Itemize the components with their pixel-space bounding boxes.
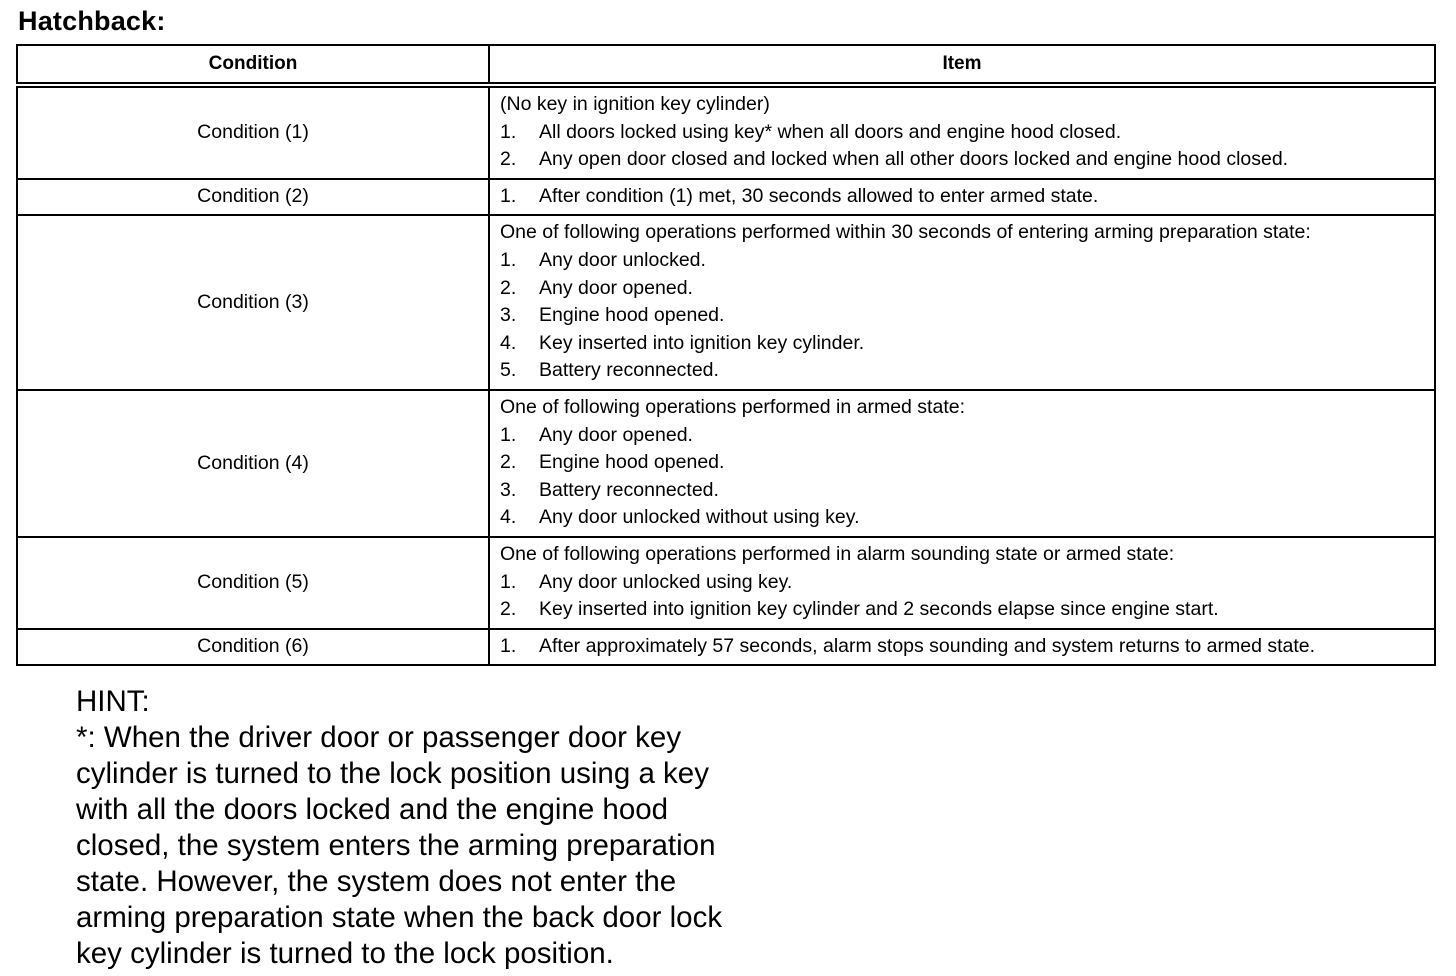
list-item-text: Key inserted into ignition key cylinder and 2 seconds elapse since engine start.: [539, 598, 1219, 621]
list-item-number: 1.: [500, 184, 517, 207]
list-item-number: 1.: [500, 634, 517, 657]
list-item: [500, 422, 1424, 450]
list-item-text: Any door unlocked without using key.: [539, 506, 860, 529]
table-body: [17, 85, 1435, 665]
list-item-text: All doors locked using key* when all doors and engine hood closed.: [539, 120, 1122, 143]
list-item-number: 3.: [500, 304, 517, 327]
column-header-item: Item: [489, 45, 1435, 85]
list-item-text: After condition (1) met, 30 seconds allowed to enter armed state.: [539, 184, 1099, 207]
list-item-text: Battery reconnected.: [539, 478, 719, 501]
hint-line: key cylinder is turned to the lock position.: [76, 937, 614, 970]
list-item: [500, 357, 1424, 385]
list-item-number: 2.: [500, 276, 517, 299]
conditions-table: [16, 44, 1436, 666]
list-item-number: 2.: [500, 148, 517, 171]
list-item-number: 1.: [500, 248, 517, 271]
list-item: [500, 633, 1424, 661]
condition-cell: Condition (1): [17, 85, 489, 179]
table-row: [17, 629, 1435, 666]
list-item: [500, 119, 1424, 147]
list-item-text: After approximately 57 seconds, alarm stops sounding and system returns to armed state.: [539, 634, 1316, 657]
list-item-text: Key inserted into ignition key cylinder.: [539, 331, 865, 354]
list-item: [500, 275, 1424, 303]
list-item: [500, 330, 1424, 358]
hint-line: *: When the driver door or passenger door key: [76, 721, 682, 754]
list-item-number: 2.: [500, 598, 517, 621]
list-item-text: Any door opened.: [539, 276, 693, 299]
item-cell: [489, 85, 1435, 179]
list-item: [500, 183, 1424, 211]
item-cell: [489, 537, 1435, 629]
list-item: [500, 449, 1424, 477]
hint-line: closed, the system enters the arming preparation: [76, 829, 716, 862]
condition-cell: Condition (6): [17, 629, 489, 666]
list-item-text: Any door opened.: [539, 423, 693, 446]
item-cell: [489, 390, 1435, 537]
hint-label: HINT:: [76, 685, 150, 718]
table-row: [17, 215, 1435, 390]
item-intro: (No key in ignition key cylinder): [500, 93, 770, 115]
condition-cell: Condition (4): [17, 390, 489, 537]
item-intro: One of following operations performed within 30 seconds of entering arming preparation state:: [500, 221, 1311, 244]
hint-line: with all the doors locked and the engine hood: [76, 793, 669, 826]
page-title: Hatchback:: [18, 6, 166, 36]
list-item: [500, 302, 1424, 330]
list-item: [500, 146, 1424, 174]
item-intro: One of following operations performed in armed state:: [500, 395, 966, 418]
table-row: [17, 390, 1435, 537]
list-item: [500, 504, 1424, 532]
table-row: [17, 85, 1435, 179]
list-item-text: Engine hood opened.: [539, 451, 725, 474]
condition-cell: Condition (5): [17, 537, 489, 629]
hint-text: [76, 720, 776, 972]
list-item-number: 4.: [500, 331, 517, 354]
hint-note: [76, 684, 776, 972]
list-item-number: 3.: [500, 478, 517, 501]
hint-line: cylinder is turned to the lock position using a key: [76, 757, 709, 790]
list-item-text: Any open door closed and locked when all other doors locked and engine hood closed.: [539, 148, 1289, 171]
list-item-text: Any door unlocked.: [539, 248, 706, 271]
table-row: [17, 537, 1435, 629]
list-item-text: Engine hood opened.: [539, 304, 725, 327]
condition-cell: Condition (2): [17, 179, 489, 216]
list-item-number: 1.: [500, 423, 517, 446]
table-header-row: [17, 45, 1435, 85]
condition-cell: Condition (3): [17, 215, 489, 390]
item-intro: One of following operations performed in alarm sounding state or armed state:: [500, 542, 1175, 565]
list-item: [500, 247, 1424, 275]
list-item: [500, 596, 1424, 624]
item-cell: [489, 215, 1435, 390]
list-item-text: Any door unlocked using key.: [539, 570, 793, 593]
column-header-condition: Condition: [17, 45, 489, 85]
list-item-number: 1.: [500, 120, 517, 143]
list-item-number: 2.: [500, 451, 517, 474]
table-row: [17, 179, 1435, 216]
hint-line: arming preparation state when the back door lock: [76, 901, 723, 934]
item-cell: [489, 629, 1435, 666]
item-cell: [489, 179, 1435, 216]
list-item-number: 1.: [500, 570, 517, 593]
list-item-number: 4.: [500, 506, 517, 529]
list-item-text: Battery reconnected.: [539, 359, 719, 382]
list-item: [500, 569, 1424, 597]
list-item-number: 5.: [500, 359, 517, 382]
hint-line: state. However, the system does not enter the: [76, 865, 677, 898]
list-item: [500, 477, 1424, 505]
